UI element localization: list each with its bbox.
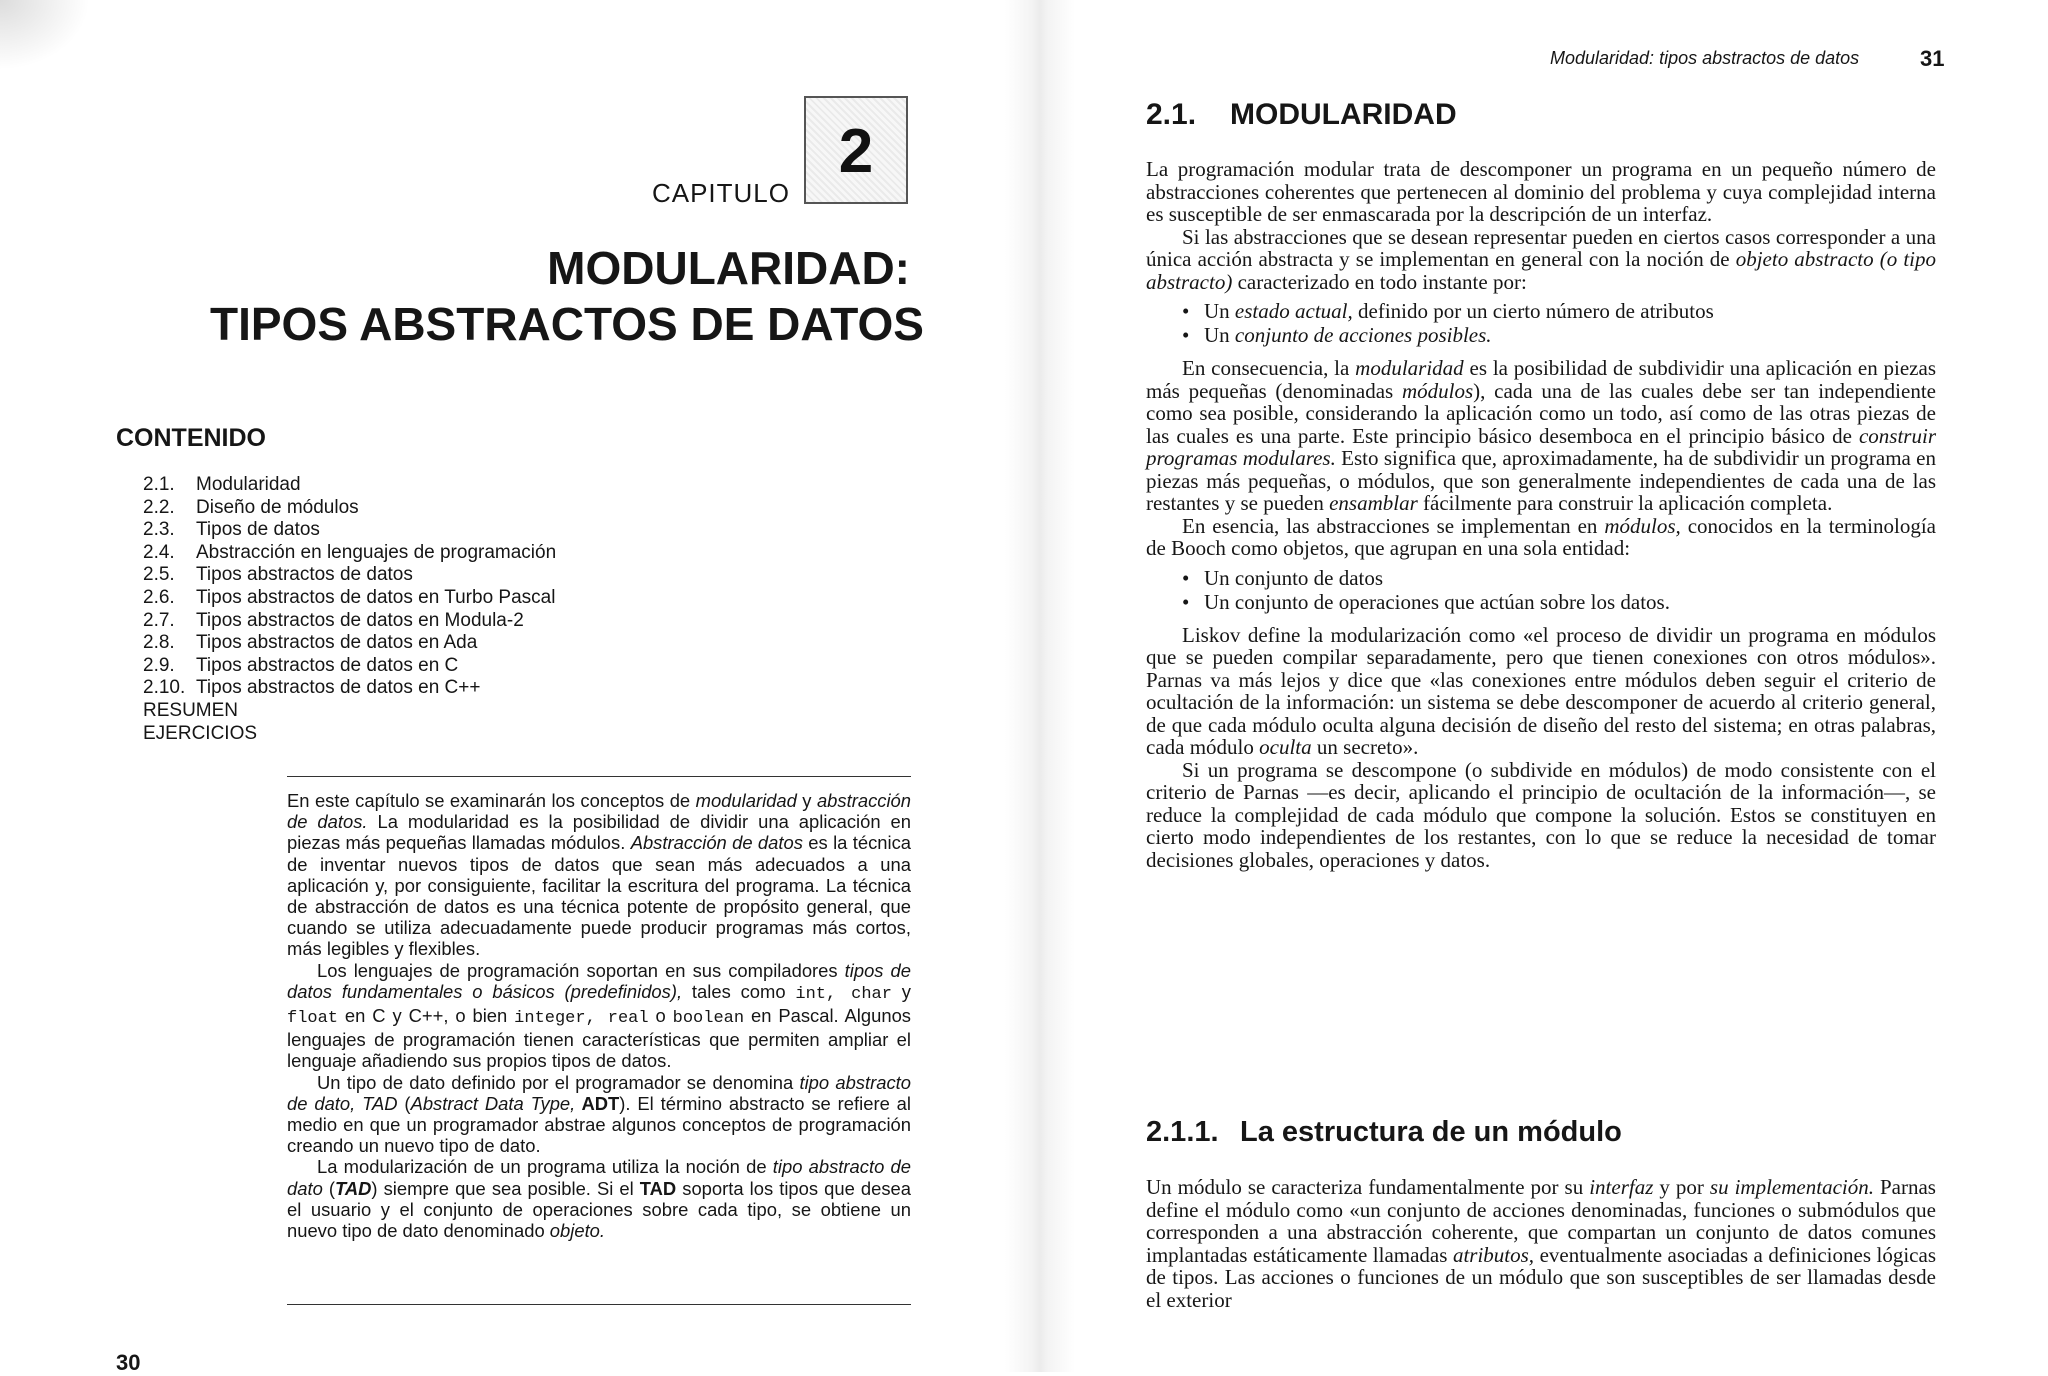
toc-number: 2.8.	[143, 632, 175, 654]
toc-title: Diseño de módulos	[196, 496, 359, 518]
toc-item	[143, 519, 556, 542]
contents-heading: CONTENIDO	[116, 424, 266, 452]
toc-title: Tipos de datos	[196, 519, 320, 541]
intro-top-rule	[287, 776, 911, 777]
toc-item	[143, 497, 556, 520]
section-title: MODULARIDAD	[1230, 98, 1457, 131]
toc-number: 2.5.	[143, 564, 175, 586]
toc-title: Tipos abstractos de datos en Modula-2	[196, 609, 524, 631]
toc-title: Tipos abstractos de datos	[196, 564, 413, 586]
chapter-label: CAPITULO	[651, 178, 790, 208]
toc-item	[143, 655, 556, 678]
body-paragraph: Un módulo se caracteriza fundamentalmente por su interfaz y por su implementación. Parnas define el módulo como «un conjunto de acciones denominadas, funciones o submódulos que corresponden a una abstracción coherente, que compartan un conjunto de datos comunes implantadas estáticamente llamadas atributos, eventualmente asociadas a definiciones lógicas de tipos. Las acciones o funciones de un módulo que son susceptibles de ser llamadas desde el exterior	[1146, 1175, 1936, 1312]
bullet-list	[1146, 566, 1936, 614]
toc-item	[143, 677, 556, 700]
toc-number: 2.10.	[143, 677, 186, 699]
toc-title: Modularidad	[196, 474, 301, 495]
section-number: 2.1.	[1146, 98, 1197, 131]
toc-item	[143, 610, 556, 633]
intro-paragraph: Un tipo de dato definido por el programador se denomina tipo abstracto de dato, TAD (Abstract Data Type, ADT). El término abstracto se refiere al medio en que un programador abstrae algunos conceptos de programación creando un nuevo tipo de dato.	[287, 1071, 911, 1157]
toc-title: Tipos abstractos de datos en Turbo Pascal	[196, 586, 556, 608]
body-paragraph: En consecuencia, la modularidad es la posibilidad de subdividir una aplicación en piezas más pequeñas (denominadas módulos), cada una de las cuales debe ser tan independiente como sea posible, considerando la aplicación como un todo, así como de las otras piezas de las cuales es una parte. Este principio básico desemboca en el principio básico de construir programas modulares. Esto significa que, aproximadamente, ha de subdividir un programa en piezas más pequeñas, o módulos, que son generalmente independientes de cada una de las restantes y se pueden ensamblar fácilmente para construir la aplicación completa.	[1146, 356, 1936, 515]
bullet-item: • Un conjunto de operaciones que actúan sobre los datos.	[1182, 590, 1936, 614]
toc-item	[143, 474, 556, 497]
table-of-contents	[143, 474, 556, 745]
page-number: 30	[116, 1350, 141, 1375]
toc-number: 2.9.	[143, 654, 175, 676]
toc-number: 2.6.	[143, 586, 175, 608]
bullet-item: • Un conjunto de datos	[1182, 566, 1936, 590]
subsection-body	[1146, 1176, 1936, 1311]
chapter-number-box: 2	[804, 96, 908, 204]
toc-title: Tipos abstractos de datos en C	[196, 654, 459, 676]
subsection-number: 2.1.1.	[1146, 1116, 1219, 1148]
subsection-title: La estructura de un módulo	[1240, 1116, 1622, 1148]
toc-number: 2.7.	[143, 609, 175, 631]
intro-paragraph: La modularización de un programa utiliza la noción de tipo abstracto de dato (TAD) siempre que sea posible. Si el TAD soporta los tipos que desea el usuario y el conjunto de operaciones sobre cada tipo, se obtiene un nuevo tipo de dato denominado objeto.	[287, 1156, 911, 1242]
toc-number: 2.1.	[143, 474, 175, 495]
body-paragraph: Si un programa se descompone (o subdivide en módulos) de modo consistente con el criterio de Parnas —es decir, aplicando el principio de ocultación de la información—, se reduce la complejidad de cada módulo que compone la solución. Estos se constituyen en cierto modo independientes de los restantes, con lo que se reduce la necesidad de tomar decisiones globales, operaciones y datos.	[1146, 757, 1936, 872]
toc-item	[143, 632, 556, 655]
toc-item	[143, 564, 556, 587]
toc-title: Tipos abstractos de datos en Ada	[196, 632, 478, 654]
body-paragraph: En esencia, las abstracciones se implementan en módulos, conocidos en la terminología de Booch como objetos, que agrupan en una sola entidad:	[1146, 513, 1936, 560]
body-paragraph: Liskov define la modularización como «el proceso de dividir un programa en módulos que se pueden compilar separadamente, pero que tienen conexiones con otros módulos». Parnas va más lejos y dice que «las conexiones entre módulos deben seguir el criterio de ocultación de la información: un sistema se debe descomponer de acuerdo al criterio general, de que cada módulo oculta alguna decisión de diseño del resto del sistema; en otras palabras, cada módulo oculta un secreto».	[1146, 622, 1936, 759]
page-number: 31	[1920, 46, 1945, 71]
subsection-heading	[1146, 1116, 1622, 1149]
chapter-title-line-1: MODULARIDAD:	[547, 242, 910, 294]
body-paragraph: Si las abstracciones que se desean representar pueden en ciertos casos corresponder a una única acción abstracta y se implementan en general con la noción de objeto abstracto (o tipo abstracto) caracterizado en todo instante por:	[1146, 224, 1936, 294]
chapter-intro	[287, 790, 911, 1241]
intro-bottom-rule	[287, 1304, 911, 1305]
toc-item	[143, 587, 556, 610]
intro-paragraph: En este capítulo se examinarán los conceptos de modularidad y abstracción de datos. La modularidad es la posibilidad de dividir una aplicación en piezas más pequeñas llamadas módulos. Abstracción de datos es la técnica de inventar nuevos tipos de datos que sean más adecuados a una aplicación y, por consiguiente, facilitar la escritura del programa. La técnica de abstracción de datos es una técnica potente de propósito general, que cuando se utiliza adecuadamente puede producir programas más cortos, más legibles y flexibles.	[287, 790, 912, 960]
toc-number: 2.2.	[143, 496, 175, 518]
toc-title: Abstracción en lenguajes de programación	[196, 541, 557, 563]
chapter-title-line-2: TIPOS ABSTRACTOS DE DATOS	[210, 298, 924, 350]
chapter-title	[210, 240, 924, 352]
bullet-item: • Un estado actual, definido por un cierto número de atributos	[1182, 299, 1936, 323]
section-heading	[1146, 98, 1457, 132]
toc-title: RESUMEN	[143, 699, 239, 721]
toc-title: EJERCICIOS	[143, 722, 258, 744]
toc-title: Tipos abstractos de datos en C++	[196, 677, 481, 699]
toc-number: 2.4.	[143, 541, 175, 563]
toc-item	[143, 700, 556, 723]
running-head: Modularidad: tipos abstractos de datos	[1550, 48, 1860, 68]
toc-item	[143, 723, 556, 746]
section-body	[1146, 158, 1936, 871]
body-paragraph: La programación modular trata de descomponer un programa en un pequeño número de abstracciones coherentes que pertenecen al dominio del problema y cuya complejidad interna es susceptible de ser enmascarada por la descripción de un interfaz.	[1146, 157, 1936, 226]
bullet-list	[1146, 299, 1936, 347]
intro-paragraph: Los lenguajes de programación soportan en sus compiladores tipos de datos fundamentales o básicos (predefinidos), tales como int, char y float en C y C++, o bien integer, real o boolean en Pascal. Algunos lenguajes de programación tienen características que permiten ampliar el lenguaje añadiendo sus propios tipos de datos.	[287, 959, 911, 1072]
toc-item	[143, 542, 556, 565]
bullet-item: • Un conjunto de acciones posibles.	[1182, 323, 1936, 347]
toc-number: 2.3.	[143, 519, 175, 541]
